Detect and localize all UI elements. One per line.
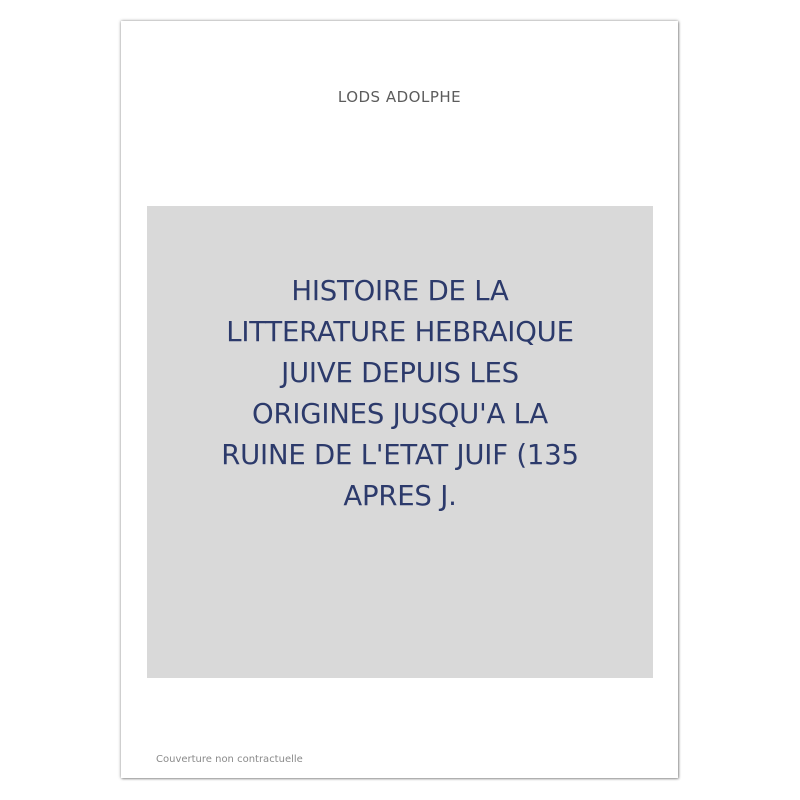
book-title: HISTOIRE DE LA LITTERATURE HEBRAIQUE JUIVE DEPUIS LES ORIGINES JUSQU'A LA RUINE DE L'ETAT JUIF (135 APRES J. [221, 275, 579, 512]
cover-disclaimer: Couverture non contractuelle [156, 754, 303, 765]
book-cover-image [121, 21, 678, 778]
title-block [147, 206, 653, 678]
author-name: LODS ADOLPHE [337, 88, 462, 106]
